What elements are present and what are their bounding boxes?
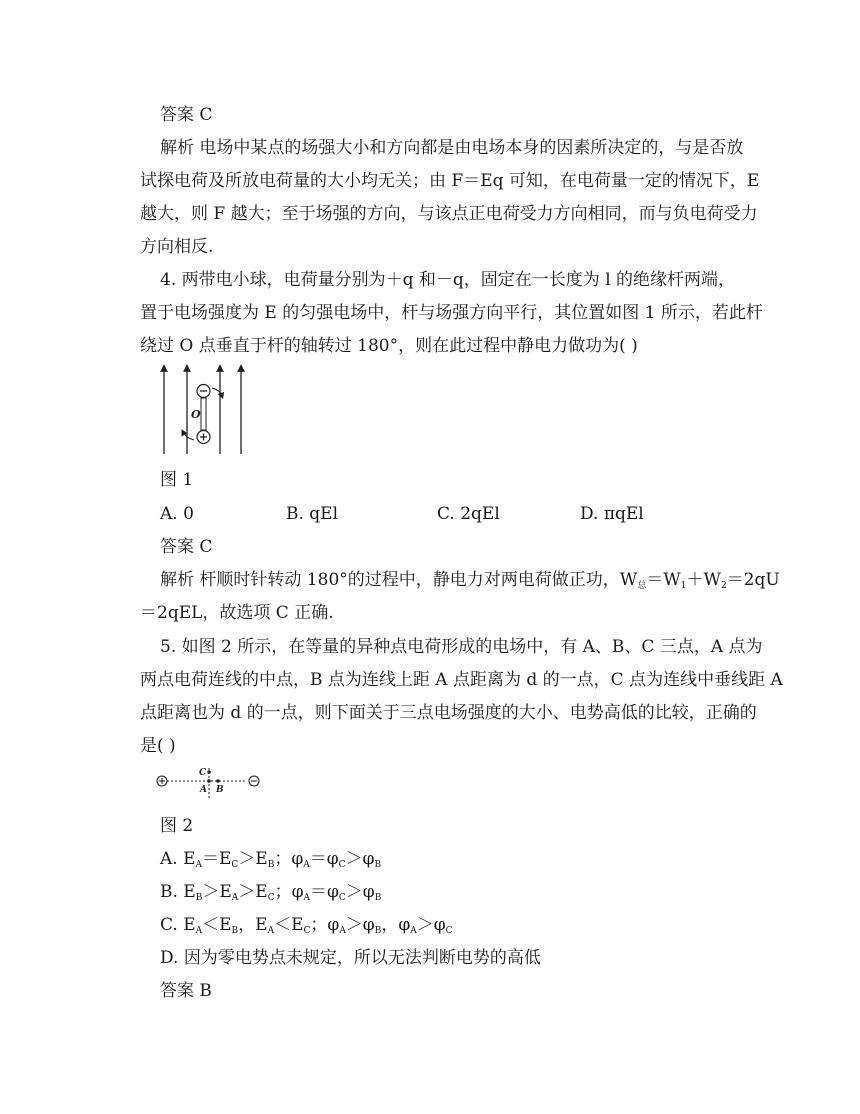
label-a: A (200, 785, 207, 795)
q4-option-c: C. 2qEl (437, 504, 500, 524)
figure-2-diagram (152, 762, 272, 802)
q4-analysis-line-1: 解析 杆顺时针转动 180°的过程中，静电力对两电荷做正功，$W_总=W_1+W_2=2qU$ (160, 570, 780, 591)
q3-analysis-line-4: 方向相反. (140, 237, 214, 257)
point-a (207, 779, 211, 783)
q4-answer: 答案 C (160, 537, 213, 557)
q5-option-b: B. $E_B>E_A>E_C$；$\varphi_A=\varphi_C>\varphi_B$ (160, 882, 382, 903)
q4-option-b: B. qEl (286, 504, 339, 524)
q3-analysis-line-1: 解析 电场中某点的场强大小和方向都是由电场本身的因素所决定的，与是否放 (160, 138, 744, 158)
label-b: B (216, 785, 224, 795)
negative-charge-icon (249, 776, 259, 786)
figure-1-caption: 图 1 (160, 470, 194, 490)
negative-charge-icon (197, 385, 210, 398)
q3-analysis-line-3: 越大，则 F 越大；至于场强的方向，与该点正电荷受力方向相同，而与负电荷受力 (140, 204, 758, 224)
figure-1-diagram (150, 362, 250, 458)
q4-stem-line-1: 4. 两带电小球，电荷量分别为＋q 和－q，固定在一长度为 l 的绝缘杆两端， (160, 270, 736, 290)
figure-2-caption: 图 2 (160, 816, 194, 836)
q3-answer: 答案 C (160, 105, 213, 125)
q5-stem-line-2: 两点电荷连线的中点，B 点为连线上距 A 点距离为 d 的一点，C 点为连线中垂线距 A (140, 670, 783, 690)
q4-analysis-line-2: ＝2qEL，故选项 C 正确. (140, 603, 334, 623)
positive-charge-icon (157, 776, 167, 786)
q4-option-d: D. πqEl (580, 504, 644, 524)
q4-stem-line-3: 绕过 O 点垂直于杆的轴转过 180°，则在此过程中静电力做功为( ) (140, 336, 638, 356)
q5-answer: 答案 B (160, 981, 212, 1001)
q5-stem-line-3: 点距离也为 d 的一点，则下面关于三点电场强度的大小、电势高低的比较，正确的 (140, 703, 757, 723)
q3-analysis-line-2: 试探电荷及所放电荷量的大小均无关；由 F＝Eq 可知，在电荷量一定的情况下，E (140, 171, 760, 191)
q5-option-a: A. $E_A=E_C>E_B$；$\varphi_A=\varphi_C>\varphi_B$ (160, 849, 382, 870)
q4-option-a: A. 0 (160, 504, 194, 524)
point-c (207, 770, 211, 774)
point-b (216, 779, 220, 783)
q5-option-c: C. $E_A<E_B$，$E_A<E_C$；$\varphi_A>\varphi_B$，$\varphi_A>\varphi_C$ (160, 915, 453, 936)
q5-stem-line-1: 5. 如图 2 所示，在等量的异种点电荷形成的电场中，有 A、B、C 三点，A 点为 (160, 637, 763, 657)
q4-stem-line-2: 置于电场强度为 E 的匀强电场中，杆与场强方向平行，其位置如图 1 所示，若此杆 (140, 303, 763, 323)
rotation-arrow-bottom (183, 432, 194, 440)
q5-stem-line-4: 是( ) (140, 736, 176, 756)
q5-option-d: D. 因为零电势点未规定，所以无法判断电势的高低 (160, 948, 541, 968)
positive-charge-icon (197, 431, 210, 444)
label-c: C (199, 768, 207, 778)
pivot-label: O (191, 408, 201, 421)
